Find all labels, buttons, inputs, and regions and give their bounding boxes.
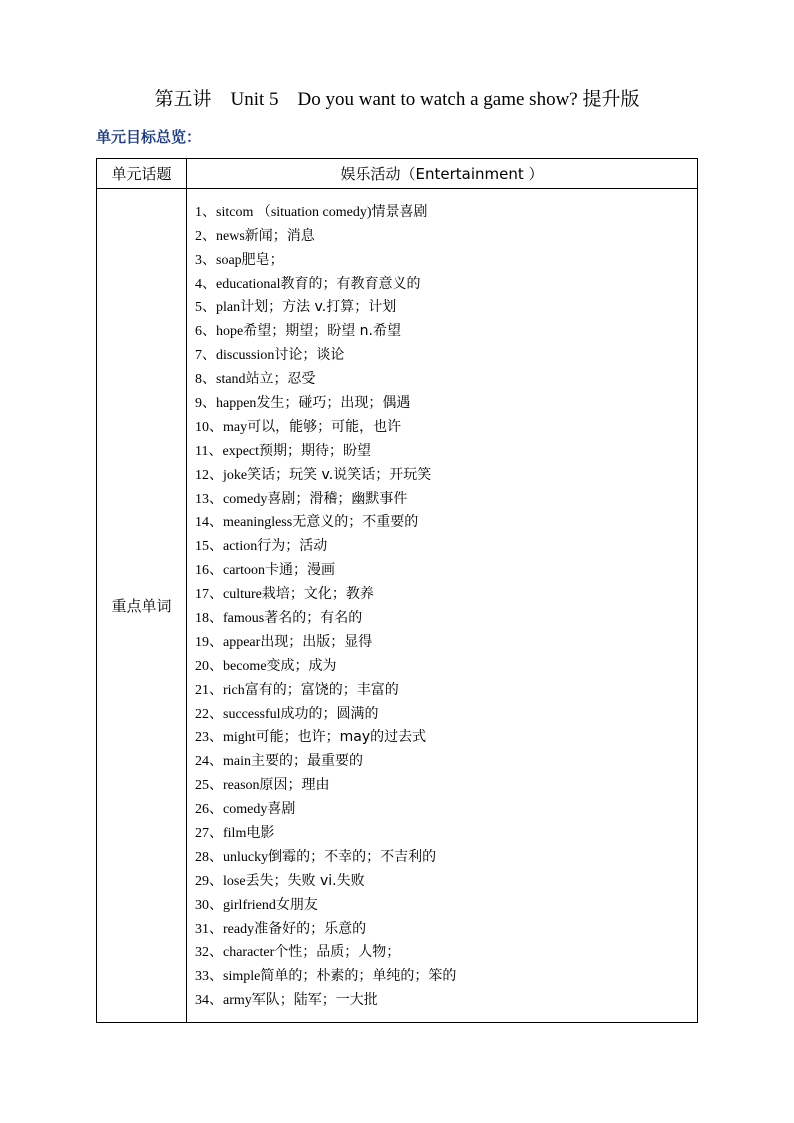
vocab-item [195, 679, 697, 703]
vocab-item [195, 941, 697, 965]
vocab-chinese: 电影 [246, 825, 275, 842]
vocab-item [195, 607, 697, 631]
vocab-english: 23、might [195, 730, 256, 746]
vocab-chinese: 讨论；谈论 [274, 347, 345, 364]
vocab-item [195, 296, 697, 320]
vocab-chinese: 简单的；朴素的；单纯的；笨的 [260, 968, 457, 985]
vocab-english: 22、successful [195, 706, 281, 722]
vocab-chinese: 卡通；漫画 [264, 562, 335, 579]
vocab-english: 18、famous [195, 611, 265, 626]
vocab-item [195, 464, 697, 488]
vocab-chinese: 成功的；圆满的 [280, 705, 379, 722]
vocab-english: 19、appear [195, 634, 261, 650]
vocab-chinese: 可能；也许；may的过去式 [255, 729, 427, 746]
vocab-chinese: 发生；碰巧；出现；偶遇 [256, 394, 411, 411]
vocab-english: 8、stand [195, 372, 246, 388]
vocab-item [195, 320, 697, 344]
vocab-cell [187, 189, 698, 1023]
vocab-chinese: 可以，能够；可能，也许 [247, 418, 402, 435]
vocab-chinese: 主要的；最重要的 [251, 753, 363, 770]
vocab-item [195, 989, 697, 1013]
vocab-english: 12、joke [195, 467, 248, 483]
vocab-item [195, 655, 697, 679]
vocab-english: 20、become [195, 658, 267, 674]
vocab-english: 32、character [195, 945, 275, 961]
vocab-item [195, 416, 697, 440]
vocab-row [97, 189, 698, 1023]
vocab-english: 5、plan [195, 300, 241, 316]
vocab-english: 27、film [195, 826, 247, 842]
vocab-item [195, 798, 697, 822]
vocab-chinese: 富有的；富饶的；丰富的 [244, 681, 399, 698]
vocab-english: 15、action [195, 539, 258, 555]
vocab-chinese: 教育的；有教育意义的 [280, 275, 421, 292]
document-title: 第五讲 Unit 5 Do you want to watch a game show? 提升版 [154, 89, 640, 110]
vocab-chinese: 原因；理由 [259, 777, 330, 794]
vocab-english: 21、rich [195, 682, 245, 698]
vocab-item [195, 559, 697, 583]
vocab-item [195, 488, 697, 512]
vocab-english: 13、comedy [195, 491, 268, 507]
vocab-english: 2、news [195, 228, 245, 244]
vocab-chinese: 站立；忍受 [245, 371, 316, 388]
vocab-list [187, 198, 697, 1013]
vocab-chinese: 喜剧；滑稽；幽默事件 [267, 490, 408, 507]
vocab-chinese: 女朋友 [275, 896, 318, 913]
vocab-chinese: 无意义的；不重要的 [292, 514, 419, 531]
vocab-chinese: 倒霉的；不幸的；不吉利的 [268, 848, 437, 865]
vocab-item [195, 201, 697, 225]
vocab-item [195, 511, 697, 535]
vocab-item [195, 440, 697, 464]
section-subtitle: 单元目标总览： [96, 128, 202, 146]
vocab-chinese: 预期；期待；盼望 [259, 442, 372, 459]
vocab-item [195, 273, 697, 297]
vocab-chinese: 计划；方法 v.打算；计划 [240, 299, 397, 316]
vocab-item [195, 870, 697, 894]
vocab-english: 9、happen [195, 395, 257, 411]
vocab-item [195, 965, 697, 989]
vocab-english: 11、expect [195, 443, 260, 459]
vocab-item [195, 703, 697, 727]
vocab-english: 31、ready [195, 921, 255, 937]
table-header-row [97, 159, 698, 189]
vocab-chinese: 情景喜剧 [371, 203, 428, 220]
vocab-item [195, 368, 697, 392]
vocab-english: 26、comedy [195, 802, 268, 818]
vocab-english: 10、may [195, 419, 248, 435]
vocab-item [195, 894, 697, 918]
vocab-chinese: 军队；陆军；一大批 [251, 992, 378, 1009]
vocab-english: 6、hope [195, 324, 244, 340]
vocab-english: 33、simple [195, 969, 261, 985]
header-topic-label: 单元话题 [97, 159, 187, 189]
vocab-item [195, 774, 697, 798]
vocab-chinese: 栽培；文化；教养 [261, 586, 374, 603]
vocab-item [195, 846, 697, 870]
vocab-english: 25、reason [195, 778, 260, 794]
unit-overview-table [96, 158, 698, 1023]
vocab-chinese: 丢失；失败 vi.失败 [245, 872, 365, 889]
vocab-item [195, 535, 697, 559]
vocab-chinese: 希望；期望；盼望 n.希望 [243, 323, 401, 340]
vocab-item [195, 225, 697, 249]
vocab-chinese: 喜剧 [267, 801, 296, 818]
vocab-english: 3、soap [195, 252, 242, 268]
vocab-english: 17、culture [195, 587, 262, 603]
vocab-item [195, 726, 697, 750]
vocab-item [195, 344, 697, 368]
vocab-english: 1、sitcom （situation comedy) [195, 204, 372, 220]
vocab-english: 29、lose [195, 873, 246, 889]
header-topic-value: 娱乐活动（Entertainment ） [187, 159, 698, 189]
vocab-english: 7、discussion [195, 348, 275, 364]
vocab-row-label: 重点单词 [97, 189, 187, 1023]
vocab-chinese: 肥皂； [241, 251, 284, 268]
vocab-english: 14、meaningless [195, 515, 293, 531]
vocab-english: 16、cartoon [195, 563, 265, 579]
vocab-chinese: 准备好的；乐意的 [254, 920, 367, 937]
vocab-chinese: 变成；成为 [266, 657, 337, 674]
vocab-english: 30、girlfriend [195, 897, 276, 913]
vocab-item [195, 392, 697, 416]
vocab-chinese: 行为；活动 [257, 538, 328, 555]
vocab-chinese: 著名的；有名的 [264, 610, 363, 626]
vocab-item [195, 750, 697, 774]
vocab-item [195, 822, 697, 846]
vocab-english: 4、educational [195, 276, 281, 292]
vocab-item [195, 583, 697, 607]
vocab-english: 34、army [195, 993, 252, 1009]
vocab-item [195, 249, 697, 273]
vocab-english: 28、unlucky [195, 849, 269, 865]
vocab-english: 24、main [195, 754, 251, 770]
vocab-item [195, 918, 697, 942]
vocab-chinese: 笑话；玩笑 v.说笑话；开玩笑 [247, 466, 432, 483]
vocab-item [195, 631, 697, 655]
vocab-chinese: 个性；品质；人物； [274, 944, 401, 961]
vocab-chinese: 出现；出版；显得 [260, 633, 373, 650]
vocab-chinese: 新闻；消息 [244, 227, 315, 244]
